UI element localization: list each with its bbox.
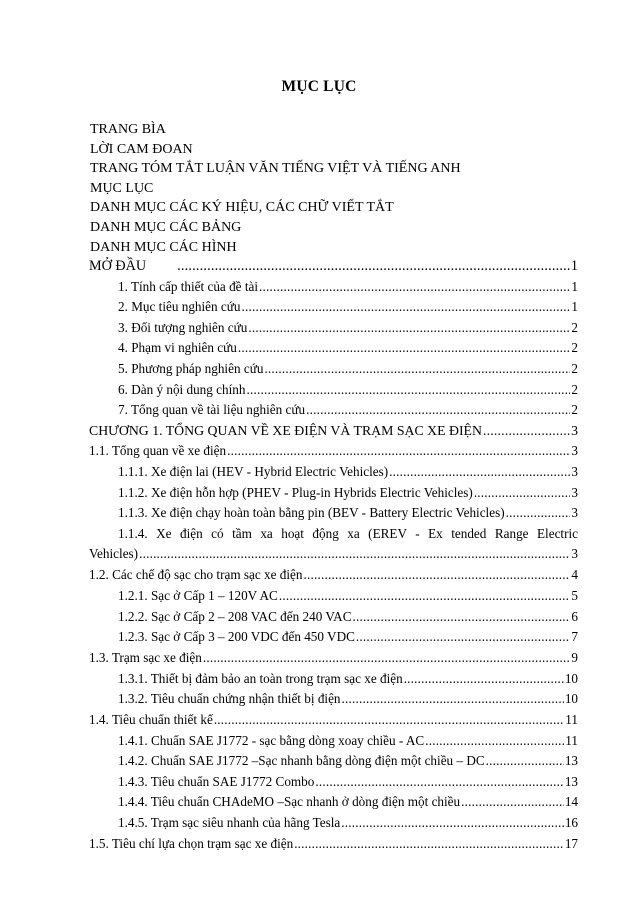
toc-entry [89,380,578,401]
toc-entry-label: 3. Đối tượng nghiên cứu [118,319,248,335]
toc-entry-chapter-1 [89,421,578,442]
dot-leader [506,503,571,524]
toc-entry-label: 1.2.1. Sạc ở Cấp 1 – 120V AC [118,588,278,604]
toc-entry [89,503,578,524]
dot-leader [279,586,571,607]
toc-page-number: 9 [571,649,578,665]
toc-page-number: 7 [571,629,578,645]
toc-page-number: 3 [571,422,578,438]
dot-leader [425,731,564,752]
toc-entry [89,792,578,813]
dot-leader [341,813,564,834]
toc-entry-label: 1.1.2. Xe điện hỗn hợp (PHEV - Plug-in Hybrids Electric Vehicles) [118,484,473,500]
toc-entry [89,772,578,793]
toc-entry [89,462,578,483]
front-matter-list [90,120,590,257]
toc-entry-label: MỞ ĐẦU [89,258,147,274]
toc-entry [89,277,578,298]
dot-leader [139,544,570,565]
front-matter-item: DANH MỤC CÁC BẢNG [90,219,242,235]
toc-page-number: 13 [564,753,578,769]
toc-entry [89,338,578,359]
toc-entry-label: 1.2.3. Sạc ở Cấp 3 – 200 VDC đến 450 VDC [118,629,355,645]
toc-page-number: 1 [571,278,578,294]
dot-leader [294,834,564,855]
dot-leader [246,380,570,401]
toc-page-number: 2 [571,340,578,356]
toc-page-number: 17 [564,835,578,851]
toc-entry [89,689,578,710]
toc-entry-label: 1.2.2. Sạc ở Cấp 2 – 208 VAC đến 240 VAC [118,608,352,624]
toc-entry-wrapped-line: 1.1.4. Xe điện có tầm xa hoạt động xa (EREV - Ex tended Range Electric [118,525,578,541]
toc-page-number: 10 [564,670,578,686]
front-matter-item: DANH MỤC CÁC HÌNH [90,239,237,255]
front-matter-item: MỤC LỤC [90,180,154,196]
toc-page-number: 3 [571,505,578,521]
toc-entry-label: 1.3. Trạm sạc xe điện [89,649,202,665]
toc-page-number: 2 [571,319,578,335]
toc-entry-label: 1.4. Tiêu chuẩn thiết kế [89,711,213,727]
front-matter-item: DANH MỤC CÁC KÝ HIỆU, CÁC CHỮ VIẾT TẮT [90,200,394,216]
toc-entry [89,627,578,648]
toc-page-number: 14 [564,794,578,810]
dot-leader [177,257,570,277]
toc-entry-label: 1.4.3. Tiêu chuẩn SAE J1772 Combo [118,773,315,789]
toc-entry [89,586,578,607]
toc-entry-mo-dau [89,257,578,277]
toc-entry-label: CHƯƠNG 1. TỔNG QUAN VỀ XE ĐIỆN VÀ TRẠM SẠC XE ĐIỆN [89,422,482,438]
dot-leader [404,669,564,690]
toc-entry [89,297,578,318]
toc-entry [89,731,578,752]
toc-entry-section [89,710,578,731]
toc-entry-label: 6. Dàn ý nội dung chính [118,381,246,397]
dot-leader [342,689,564,710]
toc-entry [89,318,578,339]
dot-leader [353,607,571,628]
toc-entry-section [89,565,578,586]
toc-page-number: 11 [565,711,578,727]
toc-entry-label: 1.1.3. Xe điện chạy hoàn toàn bằng pin (BEV - Battery Electric Vehicles) [118,505,505,521]
toc-entry-label: 4. Phạm vi nghiên cứu [118,340,237,356]
toc-page-number: 10 [564,691,578,707]
toc-entry-section [89,648,578,669]
toc-entry-label: Vehicles) [89,546,139,562]
toc-entry-section [89,441,578,462]
toc-entry-label: 2. Mục tiêu nghiên cứu [118,299,241,315]
dot-leader [214,710,564,731]
front-matter-item: LỜI CAM ĐOAN [90,141,193,157]
dot-leader [303,565,570,586]
toc-page-number: 1 [570,258,578,274]
toc-entry-label: 1.4.1. Chuẩn SAE J1772 - sạc bằng dòng xoay chiều - AC [118,732,425,748]
dot-leader [461,792,564,813]
toc-entry-label: 1.4.4. Tiêu chuẩn CHAdeMO –Sạc nhanh ở dòng điện một chiều [118,794,461,810]
dot-leader [389,462,570,483]
toc-page-number: 16 [564,814,578,830]
dot-leader [238,338,571,359]
toc-page-number: 6 [571,608,578,624]
toc-entry [89,400,578,421]
toc-page-number: 2 [571,402,578,418]
toc-page-number: 5 [571,588,578,604]
dot-leader [242,297,571,318]
toc-page-number: 11 [565,732,578,748]
toc-entry-label: 1. Tính cấp thiết của đề tài [118,278,259,294]
page-title: MỤC LỤC [281,78,357,95]
front-matter-item: TRANG BÌA [90,122,166,137]
toc-page-number: 3 [571,546,578,562]
toc-page-number: 3 [571,443,578,459]
toc-entry-label: 1.2. Các chế độ sạc cho trạm sạc xe điện [89,567,303,583]
toc-entry-label: 1.3.1. Thiết bị đảm bảo an toàn trong trạm sạc xe điện [118,670,403,686]
toc-page-number: 13 [564,773,578,789]
toc-entry-label: 1.1. Tổng quan về xe điện [89,443,227,459]
toc-entry-label: 1.4.5. Trạm sạc siêu nhanh của hãng Tesla [118,814,341,830]
toc-entry [89,669,578,690]
toc-entry [89,751,578,772]
front-matter-item: TRANG TÓM TẮT LUẬN VĂN TIẾNG VIỆT VÀ TIẾNG ANH [90,161,461,177]
toc-entry-label: 1.3.2. Tiêu chuẩn chứng nhận thiết bị điện [118,691,341,707]
toc-page-number: 3 [571,484,578,500]
toc-entry-label: 7. Tổng quan về tài liệu nghiên cứu [118,402,306,418]
dot-leader [356,627,571,648]
dot-leader [203,648,571,669]
toc-page-number: 3 [571,464,578,480]
dot-leader [486,751,564,772]
dot-leader [306,400,570,421]
toc-page-number: 4 [571,567,578,583]
toc-entry-label: 1.1.1. Xe điện lai (HEV - Hybrid Electric Vehicles) [118,464,389,480]
dot-leader [315,772,563,793]
toc-entry-continuation [89,544,578,565]
toc-entry-label: 1.5. Tiêu chí lựa chọn trạm sạc xe điện [89,835,294,851]
toc-page-number: 2 [571,360,578,376]
toc-entry-label: 5. Phương pháp nghiên cứu [118,360,264,376]
dot-leader [227,441,570,462]
toc-entry-section [89,834,578,855]
dot-leader [264,359,570,380]
table-of-contents [89,257,578,854]
toc-entry [89,607,578,628]
toc-entry [89,813,578,834]
toc-entry-label: 1.4.2. Chuẩn SAE J1772 –Sạc nhanh bằng dòng điện một chiều – DC [118,753,485,769]
dot-leader [248,318,570,339]
dot-leader [483,421,570,442]
dot-leader [259,277,570,298]
toc-page-number: 1 [571,299,578,315]
toc-page-number: 2 [571,381,578,397]
toc-entry [89,483,578,504]
dot-leader [474,483,571,504]
toc-entry [89,359,578,380]
